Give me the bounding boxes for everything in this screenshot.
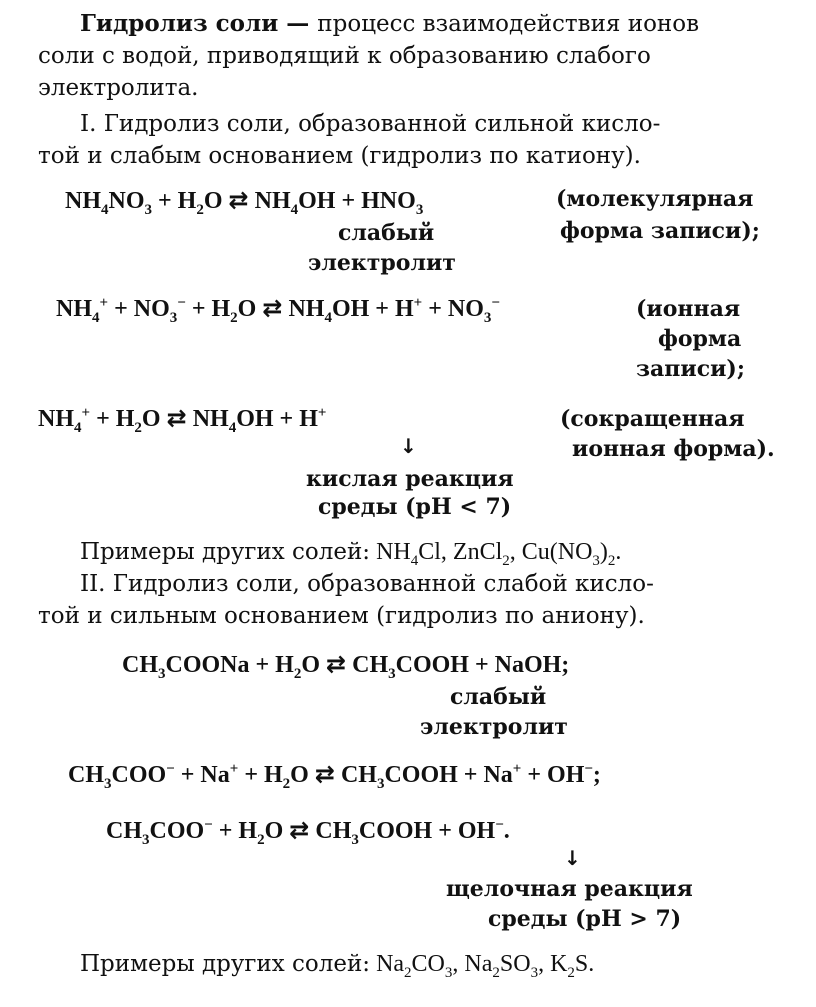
eq1-3-note-2: ионная форма).: [572, 436, 775, 462]
section2-heading-1: II. Гидролиз соли, образованной слабой кисло-: [80, 571, 654, 597]
eq1-1-note-2: форма записи);: [560, 218, 760, 244]
section1-heading-2: той и слабым основанием (гидролиз по катиону).: [38, 143, 641, 169]
equation-1-1: $NH_4NO_3 + H_2O$ ⇄ $NH_4OH + HNO_3$: [65, 186, 424, 218]
eq1-1-under-2: электролит: [308, 250, 456, 276]
eq2-3-under-1: щелочная реакция: [446, 876, 693, 902]
intro-line-3: электролита.: [38, 75, 199, 101]
equation-1-3: $NH_4^+ + H_2O$ ⇄ $NH_4OH + H^+$: [38, 404, 327, 436]
section2-heading-2: той и сильным основанием (гидролиз по аниону).: [38, 603, 645, 629]
equation-2-3: $CH_3COO^- + H_2O$ ⇄ $CH_3COOH + OH^-$.: [106, 816, 510, 848]
down-arrow-icon: ↓: [564, 846, 581, 870]
section2-examples: Примеры других солей: $Na_2CO_3$, $Na_2SO_3$, $K_2S$.: [80, 951, 595, 981]
section1-examples-label: Примеры других солей:: [80, 539, 371, 565]
eq1-3-under-2: среды (pH < 7): [318, 494, 512, 520]
section2-examples-label: Примеры других солей:: [80, 951, 371, 977]
eq1-2-note-2: форма: [658, 326, 742, 352]
intro-line-1: [80, 10, 699, 38]
eq1-3-note-1: (сокращенная: [560, 406, 745, 432]
intro-text-1: процесс взаимодействия ионов: [317, 11, 700, 37]
section1-examples: Примеры других солей: $NH_4Cl$, ZnCl$_2$, $Cu(NO_3)_2$.: [80, 539, 622, 569]
equation-2-1: $CH_3COONa + H_2O$ ⇄ $CH_3COOH$ + NaOH;: [122, 650, 570, 682]
equation-2-2: $CH_3COO^- + Na^+ + H_2O$ ⇄ $CH_3COOH + Na^+ + OH^-$;: [68, 760, 601, 792]
eq1-2-note-1: (ионная: [636, 296, 741, 322]
down-arrow-icon: ↓: [400, 434, 417, 458]
eq2-1-under-2: электролит: [420, 714, 568, 740]
intro-term: Гидролиз соли —: [80, 10, 310, 37]
eq2-1-under-1: слабый: [450, 684, 547, 710]
eq1-1-under-1: слабый: [338, 220, 435, 246]
eq1-1-note-1: (молекулярная: [556, 186, 754, 212]
eq1-3-under-1: кислая реакция: [306, 466, 514, 492]
equation-1-2: $NH_4^+ + NO_3^- + H_2O$ ⇄ $NH_4OH + H^+ + NO_3^-$: [56, 294, 500, 326]
eq1-2-note-3: записи);: [636, 356, 745, 382]
eq2-3-under-2: среды (pH > 7): [488, 906, 682, 932]
intro-line-2: соли с водой, приводящий к образованию слабого: [38, 43, 651, 69]
section1-heading-1: I. Гидролиз соли, образованной сильной кисло-: [80, 111, 661, 137]
